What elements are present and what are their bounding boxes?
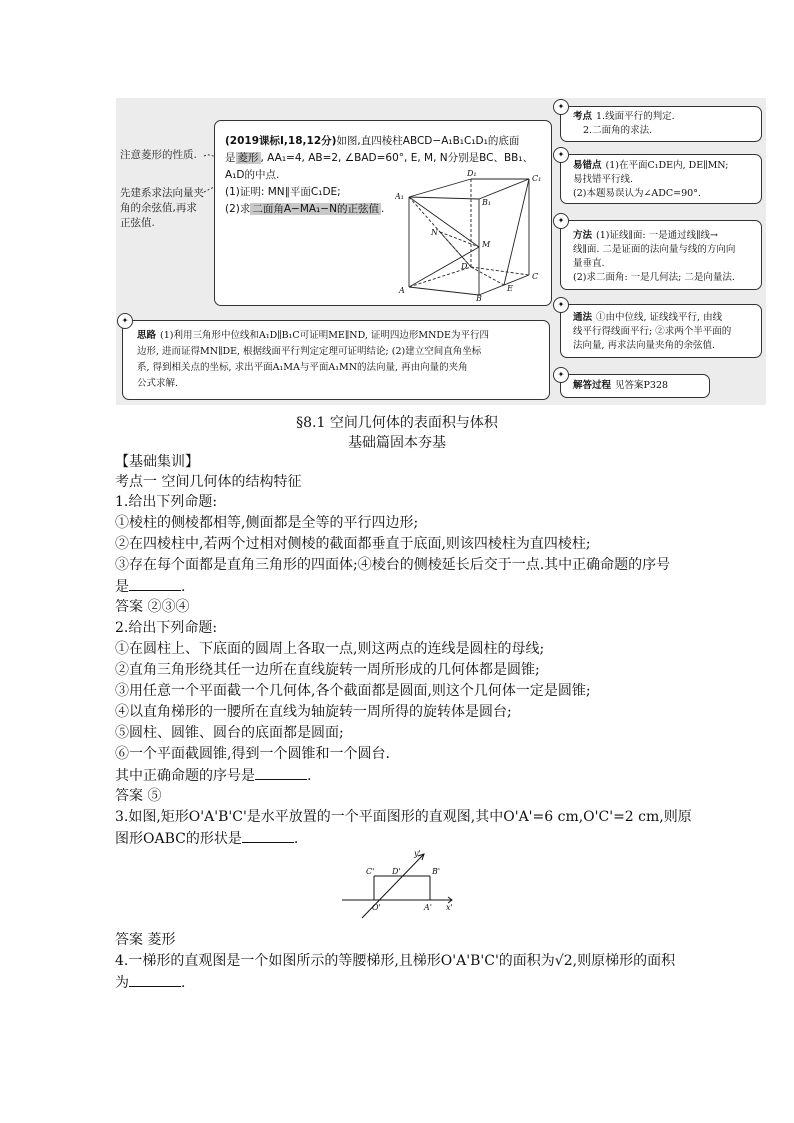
q1-item-1: ①棱柱的侧棱都相等,侧面都是全等的平行四边形; — [115, 515, 419, 531]
problem-part1: (1)证明: MN∥平面C₁DE; — [225, 186, 341, 198]
problem-part2-post: . — [380, 203, 385, 215]
label-c1: C₁ — [532, 174, 542, 183]
yicuodian-card — [557, 150, 762, 204]
q1-item-2: ②在四棱柱中,若两个过相对侧棱的截面都垂直于底面,则该四棱柱为直四棱柱; — [115, 536, 591, 552]
label-c-prime: C' — [366, 867, 375, 876]
label-a-prime: A' — [424, 903, 432, 912]
answer-2: 答案 ⑤ — [115, 788, 162, 804]
fangfa-item-2: 线∥面. 二是证面的法向量与线的方向向 — [573, 244, 736, 255]
label-b-prime: B' — [432, 867, 441, 876]
problem-line2-pre: 是 — [225, 152, 236, 164]
q2-item-5: ⑤圆柱、圆锥、圆台的底面都是圆面; — [115, 725, 344, 741]
fangfa-card — [557, 216, 762, 290]
kaodian-one-heading: 考点一 空间几何体的结构特征 — [115, 474, 302, 490]
yicuodian-item-2: 易找错平行线. — [573, 174, 634, 185]
question-4-line1: 4.一梯形的直观图是一个如图所示的等腰梯形,且梯形O'A'B'C'的面积为√2,则原梯形的面积 — [115, 953, 676, 969]
label-b: B — [476, 294, 482, 301]
label-a: A — [399, 286, 405, 295]
label-o-prime: O' — [372, 903, 381, 912]
lightbulb-icon: ✦ — [553, 99, 569, 115]
answer-3: 答案 菱形 — [115, 932, 176, 948]
question-3-line2: 图形OABC的形状是 . — [115, 828, 298, 849]
answer-blank — [129, 576, 181, 591]
problem-highlight-dihedral: 二面角A−MA₁−N的正弦值 — [252, 203, 379, 215]
jieda-text: 见答案P328 — [615, 380, 669, 391]
label-d: D — [461, 262, 468, 271]
problem-source: (2019课标Ⅰ,18,12分) — [225, 135, 337, 147]
answer-1: 答案 ②③④ — [115, 599, 190, 615]
kaodian-item-1: 1.线面平行的判定. — [596, 111, 675, 122]
tongfa-item-1: ①由中位线, 证线线平行, 由线 — [596, 312, 723, 323]
prism-diagram — [395, 169, 545, 301]
tongfa-item-2: 线平行得线面平行; ②求两个半平面的 — [573, 326, 732, 337]
problem-line1: 如图,直四棱柱ABCD−A₁B₁C₁D₁的底面 — [336, 135, 520, 147]
problem-line2-post: , AA₁=4, AB=2, ∠BAD=60°, E, M, N分别是BC、BB₁、 — [260, 152, 534, 164]
problem-part2-pre: (2)求 — [225, 203, 251, 215]
silu-label: 思路 — [137, 330, 157, 341]
q3-blank-prefix: 图形OABC的形状是 — [115, 831, 242, 847]
label-d-prime: D' — [392, 867, 401, 876]
basic-training-heading: 【基础集训】 — [115, 454, 199, 470]
kaodian-card — [557, 102, 762, 142]
lightbulb-icon: ✦ — [553, 147, 569, 163]
silu-item-1: (1)利用三角形中位线和A₁D∥B₁C可证明ME∥ND, 证明四边形MNDE为平行四 — [160, 330, 489, 341]
kaodian-label: 考点 — [573, 111, 593, 122]
question-1: 1.给出下列命题: — [115, 494, 218, 510]
answer-blank — [129, 972, 181, 987]
label-d1: D₁ — [467, 169, 477, 178]
q2-item-3: ③用任意一个平面截一个几何体,各个截面都是圆面,则这个几何体一定是圆锥; — [115, 683, 591, 699]
q1-item-3-4: ③存在每个面都是直角三角形的四面体;④棱台的侧棱延长后交于一点.其中正确命题的序号 — [115, 557, 671, 573]
question-3-line1: 3.如图,矩形O'A'B'C'是水平放置的一个平面图形的直观图,其中O'A'=6 cm,O'C'=2 cm,则原 — [115, 809, 692, 825]
fangfa-item-3: 量垂直. — [573, 258, 605, 269]
label-e: E — [507, 284, 513, 293]
q4-blank-prefix: 为 — [115, 975, 129, 991]
yicuodian-item-1: (1)在平面C₁DE内, DE∥MN; — [605, 160, 729, 171]
label-b1: B₁ — [482, 198, 492, 207]
answer-blank — [255, 765, 307, 780]
section-subtitle: 基础篇固本夯基 — [348, 435, 446, 451]
side-note-method: 先建系求法向量夹角的余弦值,再求正弦值. — [120, 187, 204, 229]
yicuodian-item-3: (2)本题易误认为∠ADC=90°. — [573, 188, 701, 199]
q2-item-1: ①在圆柱上、下底面的圆周上各取一点,则这两点的连线是圆柱的母线; — [115, 641, 545, 657]
label-a1: A₁ — [395, 192, 404, 201]
lightbulb-icon: ✦ — [117, 313, 133, 329]
question-4-line2: 为 . — [115, 972, 185, 993]
problem-figure — [116, 98, 766, 405]
tongfa-card — [557, 300, 762, 358]
label-m: M — [482, 240, 491, 249]
yicuodian-label: 易错点 — [573, 160, 602, 171]
tongfa-label: 通法 — [573, 312, 593, 323]
lightbulb-icon: ✦ — [553, 213, 569, 229]
lightbulb-icon: ✦ — [553, 367, 569, 383]
problem-card — [214, 120, 552, 306]
problem-highlight-rhombus: 菱形 — [237, 152, 259, 164]
q2-item-2: ②直角三角形绕其任一边所在直线旋转一周所形成的几何体都是圆锥; — [115, 662, 540, 678]
fangfa-item-1: (1)证线∥面: 一是通过线∥线→ — [596, 230, 718, 241]
answer-blank — [242, 828, 294, 843]
q2-item-6: ⑥一个平面截圆锥,得到一个圆锥和一个圆台. — [115, 746, 390, 762]
jieda-card — [557, 370, 710, 398]
q2-blank-line: 其中正确命题的序号是 . — [115, 765, 311, 786]
jieda-label: 解答过程 — [573, 380, 612, 391]
label-y-prime: y' — [414, 849, 421, 858]
lightbulb-icon: ✦ — [553, 297, 569, 313]
kaodian-item-2: 2.二面角的求法. — [583, 125, 653, 136]
q2-blank-prefix: 其中正确命题的序号是 — [115, 768, 255, 784]
silu-item-2: 边形, 进而证得MN∥DE, 根据线面平行判定定理可证明结论; (2)建立空间直角坐标 — [137, 346, 482, 357]
silu-item-3: 系, 得到相关点的坐标, 求出平面A₁MA与平面A₁MN的法向量, 再由向量的夹角 — [137, 362, 468, 373]
label-c: C — [532, 272, 539, 281]
section-title: §8.1 空间几何体的表面积与体积 — [296, 415, 498, 431]
silu-item-4: 公式求解. — [137, 378, 179, 389]
tongfa-item-3: 法向量, 再求法向量夹角的余弦值. — [573, 340, 716, 351]
q1-blank-line: 是 . — [115, 576, 185, 597]
q2-item-4: ④以直角梯形的一腰所在直线为轴旋转一周所得的旋转体是圆台; — [115, 704, 512, 720]
question-2: 2.给出下列命题: — [115, 620, 218, 636]
silu-card — [121, 316, 550, 400]
side-note-rhombus: 注意菱形的性质. — [120, 149, 197, 161]
label-n: N — [431, 228, 438, 237]
q3-oblique-diagram — [340, 848, 460, 924]
fangfa-label: 方法 — [573, 230, 593, 241]
label-x-prime: x' — [446, 903, 453, 912]
problem-line3: A₁D的中点. — [225, 169, 280, 181]
q1-blank-prefix: 是 — [115, 579, 129, 595]
fangfa-item-4: (2)求二面角: 一是几何法; 二是向量法. — [573, 272, 735, 283]
